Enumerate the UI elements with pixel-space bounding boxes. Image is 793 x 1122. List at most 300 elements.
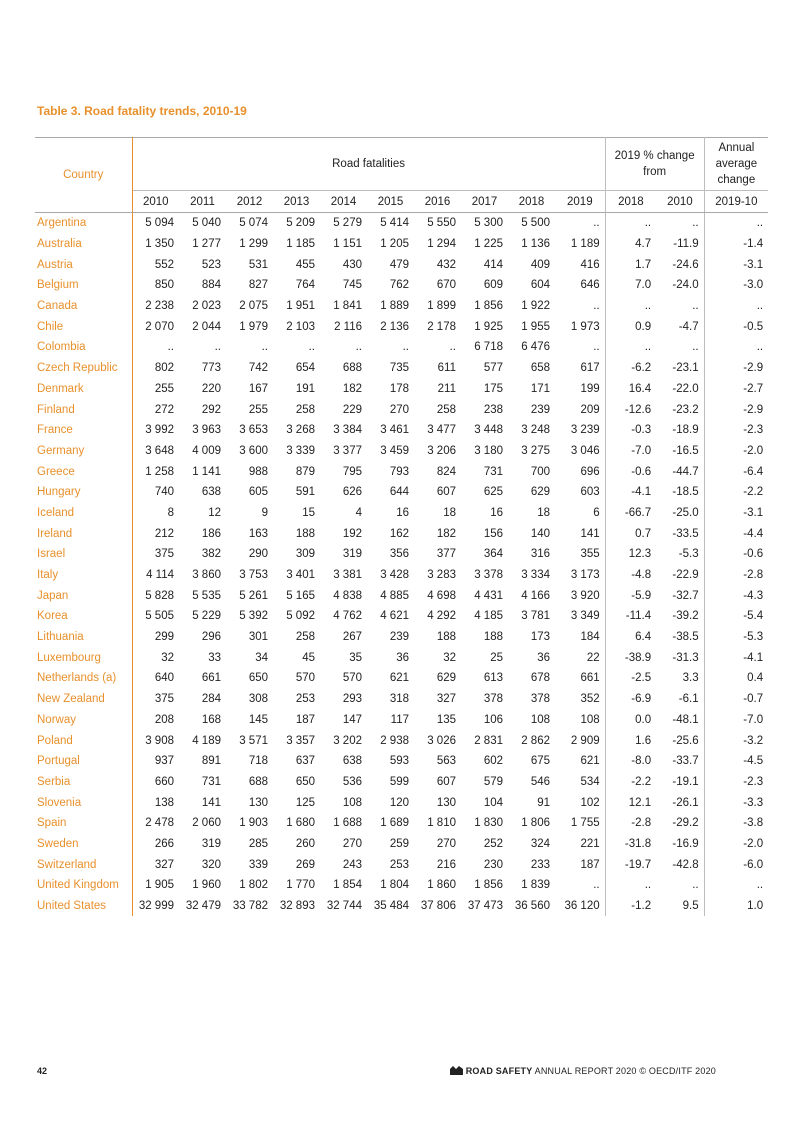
table-row — [35, 275, 768, 296]
pct-change-header — [605, 138, 704, 191]
pct-change-cell: -4.1 — [631, 486, 652, 499]
fatality-cell: 4 838 — [333, 589, 362, 602]
country-cell: Korea — [35, 606, 132, 627]
annual-change-cell: 0.4 — [747, 672, 764, 685]
fatality-cell: 591 — [295, 486, 315, 499]
footer-report-bold: ROAD SAFETY — [465, 1066, 533, 1076]
fatality-cell: .. — [449, 341, 456, 354]
fatality-cell: 414 — [483, 258, 503, 271]
fatality-cell: 37 473 — [467, 900, 503, 913]
pct-change-cell: -66.7 — [624, 506, 652, 519]
fatality-cell: 25 — [490, 651, 503, 664]
fatality-cell: 230 — [483, 858, 503, 871]
table-row — [35, 772, 768, 793]
fatality-cell: 130 — [248, 796, 268, 809]
fatality-cell: 742 — [248, 362, 268, 375]
fatality-cell: 260 — [295, 837, 315, 850]
fatality-cell: 2 070 — [145, 320, 174, 333]
fatality-cell: 593 — [389, 755, 409, 768]
fatality-cell: 688 — [342, 362, 362, 375]
fatality-cell: 293 — [342, 693, 362, 706]
fatality-cell: 884 — [201, 279, 221, 292]
fatality-cell: 4 — [355, 506, 362, 519]
fatality-cell: 167 — [248, 382, 268, 395]
fatality-cell: 745 — [342, 279, 362, 292]
fatality-cell: 125 — [295, 796, 315, 809]
table-row — [35, 606, 768, 627]
annual-change-cell: -3.1 — [743, 506, 764, 519]
fatality-cell: 285 — [248, 837, 268, 850]
table-row — [35, 585, 768, 606]
country-cell: Greece — [35, 461, 132, 482]
country-cell: Switzerland — [35, 854, 132, 875]
fatality-cell: 255 — [154, 382, 174, 395]
fatality-cell: 6 — [555, 503, 605, 524]
fatality-cell: 1 258 — [145, 465, 174, 478]
fatality-cell: 416 — [555, 254, 605, 275]
annual-change-header — [704, 138, 768, 191]
fatality-cell: 220 — [201, 382, 221, 395]
fatality-cell: 1 350 — [145, 238, 174, 251]
country-cell: Finland — [35, 399, 132, 420]
fatality-cell: 1 770 — [286, 879, 315, 892]
fatality-cell: 1 804 — [380, 879, 409, 892]
table-row — [35, 213, 768, 234]
fatality-cell: 375 — [154, 548, 174, 561]
footer-report-rest: ANNUAL REPORT 2020 © OECD/ITF 2020 — [534, 1066, 716, 1076]
subheader-row — [35, 191, 768, 213]
table-row — [35, 834, 768, 855]
fatality-cell: 3 648 — [145, 444, 174, 457]
fatality-cell: 764 — [295, 279, 315, 292]
fatality-cell: 163 — [248, 527, 268, 540]
pct-change-cell: 0.0 — [635, 713, 652, 726]
fatality-cell: 382 — [201, 548, 221, 561]
fatality-cell: 602 — [483, 755, 503, 768]
fatality-cell: 188 — [483, 631, 503, 644]
fatality-cell: 2 044 — [192, 320, 221, 333]
fatality-cell: 22 — [555, 647, 605, 668]
fatality-cell: 3 381 — [333, 569, 362, 582]
fatality-cell: 18 — [537, 506, 550, 519]
year-header: 2011 — [179, 191, 226, 213]
pct-change-cell: -38.5 — [656, 627, 704, 648]
fatality-cell: 162 — [389, 527, 409, 540]
change-from-header: 2010 — [656, 191, 704, 213]
fatality-cell: 1 856 — [474, 879, 503, 892]
fatality-cell: 16 — [490, 506, 503, 519]
fatality-cell: 3 239 — [555, 420, 605, 441]
fatality-cell: 5 040 — [192, 217, 221, 230]
fatality-cell: 130 — [436, 796, 456, 809]
table-row — [35, 254, 768, 275]
fatality-cell: 102 — [555, 792, 605, 813]
table-body — [35, 213, 768, 917]
fatality-cell: 2 075 — [239, 300, 268, 313]
fatality-cell: 617 — [555, 358, 605, 379]
fatality-cell: 577 — [483, 362, 503, 375]
fatality-cell: 3 781 — [521, 610, 550, 623]
fatality-cell: 678 — [530, 672, 550, 685]
fatality-cell: 988 — [248, 465, 268, 478]
country-cell: Japan — [35, 585, 132, 606]
fatality-cell: 455 — [295, 258, 315, 271]
fatality-cell: 827 — [248, 279, 268, 292]
fatality-cell: 2 831 — [474, 734, 503, 747]
itf-logo-icon — [450, 1066, 463, 1075]
table-row — [35, 461, 768, 482]
fatality-cell: .. — [402, 341, 409, 354]
pct-change-cell: -6.1 — [656, 689, 704, 710]
pct-change-cell: 12.1 — [628, 796, 652, 809]
fatality-cell: 1 951 — [286, 300, 315, 313]
annual-change-cell: -2.9 — [743, 403, 764, 416]
pct-change-cell: -23.1 — [656, 358, 704, 379]
fatality-cell: 5 414 — [380, 217, 409, 230]
pct-change-cell: .. — [644, 217, 652, 230]
fatality-cell: 182 — [342, 382, 362, 395]
fatality-cell: 1 856 — [474, 300, 503, 313]
fatality-cell: 3 992 — [145, 424, 174, 437]
fatality-cell: 1 925 — [474, 320, 503, 333]
fatality-cell: 611 — [437, 362, 456, 375]
country-cell: Hungary — [35, 482, 132, 503]
fatality-cell: 1 802 — [239, 879, 268, 892]
country-cell: Colombia — [35, 337, 132, 358]
annual-change-cell: -6.4 — [743, 465, 764, 478]
fatality-cell: 1 225 — [474, 238, 503, 251]
annual-change-cell: -2.0 — [743, 444, 764, 457]
fatality-cell: 432 — [436, 258, 456, 271]
pct-change-cell: 16.4 — [628, 382, 652, 395]
fatality-cell: 141 — [201, 796, 221, 809]
fatality-cell: .. — [214, 341, 221, 354]
fatality-cell: 773 — [201, 362, 221, 375]
fatality-cell: 4 698 — [427, 589, 456, 602]
fatality-cell: 221 — [555, 834, 605, 855]
fatality-cell: 650 — [248, 672, 268, 685]
fatality-cell: 145 — [248, 713, 268, 726]
pct-change-cell: -24.6 — [656, 254, 704, 275]
annual-change-cell: -0.6 — [743, 548, 764, 561]
fatality-cell: 3 268 — [286, 424, 315, 437]
table-row — [35, 689, 768, 710]
fatality-cell: 670 — [436, 279, 456, 292]
fatality-cell: 238 — [483, 403, 503, 416]
pct-change-cell: -1.2 — [631, 900, 652, 913]
fatality-cell: 5 500 — [521, 217, 550, 230]
year-header: 2012 — [226, 191, 273, 213]
pct-change-cell: -4.7 — [656, 316, 704, 337]
fatality-cell: 37 806 — [420, 900, 456, 913]
fatality-cell: 35 — [349, 651, 362, 664]
fatality-cell: 1 189 — [555, 234, 605, 255]
fatality-cell: 259 — [389, 837, 409, 850]
fatality-cell: 613 — [483, 672, 503, 685]
fatality-cell: 629 — [436, 672, 456, 685]
table-row — [35, 337, 768, 358]
fatality-cell: .. — [167, 341, 174, 354]
fatality-cell: 1 136 — [521, 238, 550, 251]
annual-change-cell: -3.8 — [743, 817, 764, 830]
pct-change-cell: -18.5 — [656, 482, 704, 503]
pct-change-cell: -6.2 — [631, 362, 652, 375]
fatality-cell: 5 300 — [474, 217, 503, 230]
fatality-cell: 3 357 — [286, 734, 315, 747]
pct-change-cell: 1.6 — [635, 734, 652, 747]
fatality-cell: 5 165 — [286, 589, 315, 602]
fatality-cell: 327 — [436, 693, 456, 706]
fatality-cell: 5 828 — [145, 589, 174, 602]
fatality-cell: 267 — [342, 631, 362, 644]
fatality-cell: 4 292 — [427, 610, 456, 623]
pct-change-cell: 6.4 — [635, 631, 652, 644]
fatality-cell: 233 — [530, 858, 550, 871]
fatality-cell: 270 — [389, 403, 409, 416]
fatality-cell: 1 903 — [239, 817, 268, 830]
fatality-cell: 1 979 — [239, 320, 268, 333]
fatality-cell: 621 — [389, 672, 409, 685]
annual-change-cell: .. — [756, 300, 764, 313]
fatality-cell: 660 — [154, 775, 174, 788]
fatality-cell: 216 — [436, 858, 456, 871]
fatality-cell: 546 — [530, 775, 550, 788]
fatality-cell: 2 103 — [286, 320, 315, 333]
fatality-cell: 646 — [555, 275, 605, 296]
fatality-cell: 208 — [154, 713, 174, 726]
road-fatalities-header: Road fatalities — [132, 138, 605, 191]
fatality-cell: 34 — [255, 651, 268, 664]
fatality-cell: 106 — [483, 713, 503, 726]
table-row — [35, 379, 768, 400]
annual-change-cell: -4.5 — [743, 755, 764, 768]
fatality-cell: 229 — [342, 403, 362, 416]
annual-change-cell: -2.7 — [743, 382, 764, 395]
fatality-cell: 1 688 — [333, 817, 362, 830]
fatality-cell: 32 893 — [279, 900, 315, 913]
fatality-cell: 409 — [530, 258, 550, 271]
fatality-cell: 5 229 — [192, 610, 221, 623]
fatality-cell: 1 973 — [555, 316, 605, 337]
annual-change-cell: -2.3 — [743, 775, 764, 788]
fatality-cell: 638 — [201, 486, 221, 499]
pct-change-cell: .. — [644, 879, 652, 892]
fatality-cell: 4 885 — [380, 589, 409, 602]
fatality-cell: 3 339 — [286, 444, 315, 457]
fatality-cell: 9 — [261, 506, 268, 519]
pct-change-cell: -33.7 — [656, 751, 704, 772]
pct-change-cell: 7.0 — [635, 279, 652, 292]
fatality-cell: 1 806 — [521, 817, 550, 830]
table-row — [35, 441, 768, 462]
fatality-cell: 32 — [443, 651, 456, 664]
fatality-cell: 650 — [295, 775, 315, 788]
fatality-cell: 3 461 — [380, 424, 409, 437]
fatality-cell: 1 205 — [380, 238, 409, 251]
fatality-cell: 661 — [555, 668, 605, 689]
fatality-cell: 327 — [154, 858, 174, 871]
table-row — [35, 316, 768, 337]
pct-change-cell: -31.8 — [624, 837, 652, 850]
pct-change-cell: -31.3 — [656, 647, 704, 668]
fatality-cell: 91 — [537, 796, 550, 809]
fatality-cell: 640 — [154, 672, 174, 685]
page-number: 42 — [37, 1066, 48, 1076]
fatality-cell: .. — [261, 341, 268, 354]
fatality-cell: 3 026 — [427, 734, 456, 747]
annual-change-cell: .. — [756, 879, 764, 892]
fatality-cell: 2 116 — [334, 320, 362, 333]
fatality-cell: 2 060 — [192, 817, 221, 830]
fatality-cell: .. — [555, 337, 605, 358]
fatality-cell: 296 — [201, 631, 221, 644]
fatality-cell: 479 — [389, 258, 409, 271]
pct-change-cell: -11.4 — [625, 610, 652, 623]
fatality-cell: 625 — [483, 486, 503, 499]
fatality-cell: 3 334 — [521, 569, 550, 582]
year-header: 2015 — [367, 191, 414, 213]
fatality-cell: 33 782 — [232, 900, 268, 913]
fatality-cell: 696 — [555, 461, 605, 482]
country-cell: Austria — [35, 254, 132, 275]
fatality-cell: 120 — [389, 796, 409, 809]
pct-change-cell: 0.7 — [635, 527, 652, 540]
fatality-cell: 239 — [389, 631, 409, 644]
fatality-cell: 629 — [530, 486, 550, 499]
country-cell: Chile — [35, 316, 132, 337]
fatality-cell: 4 114 — [146, 569, 174, 582]
fatality-cell: 3 571 — [239, 734, 268, 747]
pct-change-cell: -12.6 — [624, 403, 652, 416]
fatality-cell: 3 459 — [380, 444, 409, 457]
pct-change-cell: .. — [656, 875, 704, 896]
fatality-cell: 252 — [483, 837, 503, 850]
fatality-cell: 626 — [342, 486, 362, 499]
fatality-cell: 108 — [555, 710, 605, 731]
fatality-cell: 5 279 — [333, 217, 362, 230]
fatality-cell: 320 — [201, 858, 221, 871]
fatality-cell: .. — [555, 875, 605, 896]
fatality-cell: 243 — [342, 858, 362, 871]
country-header: Country — [35, 138, 132, 213]
pct-change-cell: -5.3 — [656, 544, 704, 565]
fatality-cell: 308 — [248, 693, 268, 706]
table-row — [35, 523, 768, 544]
fatality-cell: 253 — [295, 693, 315, 706]
fatality-cell: 5 535 — [192, 589, 221, 602]
fatality-cell: 1 294 — [427, 238, 456, 251]
fatality-cell: 16 — [396, 506, 409, 519]
annual-change-cell: -6.0 — [743, 858, 764, 871]
fatality-cell: 284 — [201, 693, 221, 706]
fatality-cell: 731 — [201, 775, 221, 788]
table-row — [35, 813, 768, 834]
fatality-cell: 3 349 — [555, 606, 605, 627]
fatality-cell: 299 — [154, 631, 174, 644]
fatality-cell: 8 — [167, 506, 174, 519]
fatality-cell: 377 — [436, 548, 456, 561]
fatality-cell: 3 378 — [474, 569, 503, 582]
fatality-cell: 6 476 — [521, 341, 550, 354]
fatality-cell: 18 — [443, 506, 456, 519]
fatality-cell: 531 — [248, 258, 268, 271]
fatality-cell: 570 — [342, 672, 362, 685]
pct-change-cell: -44.7 — [656, 461, 704, 482]
fatality-cell: 762 — [389, 279, 409, 292]
annual-change-cell: -2.9 — [743, 362, 764, 375]
fatality-cell: 2 862 — [521, 734, 550, 747]
fatality-cell: 3 248 — [521, 424, 550, 437]
fatality-cell: 718 — [248, 755, 268, 768]
fatality-cell: 604 — [530, 279, 550, 292]
pct-change-cell: -48.1 — [656, 710, 704, 731]
annual-change-cell: -3.0 — [743, 279, 764, 292]
fatality-cell: 173 — [530, 631, 550, 644]
fatality-cell: 5 261 — [239, 589, 268, 602]
pct-change-cell: -5.9 — [631, 589, 652, 602]
country-cell: Germany — [35, 441, 132, 462]
fatality-cell: 364 — [483, 548, 503, 561]
fatality-cell: 2 023 — [192, 300, 221, 313]
fatality-cell: 108 — [530, 713, 550, 726]
fatality-cell: 1 955 — [521, 320, 550, 333]
country-cell: Argentina — [35, 213, 132, 234]
fatality-cell: 209 — [555, 399, 605, 420]
annual-change-cell: -1.4 — [743, 238, 764, 251]
pct-change-cell: -24.0 — [656, 275, 704, 296]
fatality-cell: 5 209 — [286, 217, 315, 230]
pct-change-cell: .. — [644, 300, 652, 313]
fatality-cell: 579 — [483, 775, 503, 788]
pct-change-cell: -32.7 — [656, 585, 704, 606]
pct-change-cell: -2.5 — [631, 672, 652, 685]
fatality-cell: 15 — [302, 506, 315, 519]
pct-change-cell: -22.0 — [656, 379, 704, 400]
fatality-cell: 740 — [154, 486, 174, 499]
fatality-cell: 32 999 — [138, 900, 174, 913]
year-header: 2013 — [273, 191, 320, 213]
fatality-cell: 3 860 — [192, 569, 221, 582]
pct-change-cell: -22.9 — [656, 565, 704, 586]
fatality-cell: 199 — [555, 379, 605, 400]
fatality-cell: 3 428 — [380, 569, 409, 582]
fatality-cell: 45 — [302, 651, 315, 664]
fatality-cell: 1 905 — [145, 879, 174, 892]
fatality-cell: 135 — [436, 713, 456, 726]
fatality-cell: 3 377 — [333, 444, 362, 457]
table-row — [35, 544, 768, 565]
fatality-cell: 1 689 — [380, 817, 409, 830]
fatality-cell: 1 830 — [474, 817, 503, 830]
fatality-cell: 3 180 — [474, 444, 503, 457]
fatality-cell: 211 — [437, 382, 456, 395]
table-row — [35, 482, 768, 503]
pct-change-cell: -42.8 — [656, 854, 704, 875]
fatality-cell: 104 — [483, 796, 503, 809]
fatality-cell: 3 283 — [427, 569, 456, 582]
fatality-cell: 1 960 — [192, 879, 221, 892]
fatality-cell: 2 909 — [555, 730, 605, 751]
fatality-cell: 178 — [389, 382, 409, 395]
fatality-cell: 36 — [396, 651, 409, 664]
fatality-cell: 5 094 — [145, 217, 174, 230]
country-cell: Norway — [35, 710, 132, 731]
year-header: 2017 — [461, 191, 508, 213]
fatality-cell: 352 — [555, 689, 605, 710]
year-header: 2019 — [555, 191, 605, 213]
fatality-cell: 292 — [201, 403, 221, 416]
fatality-cell: 3 653 — [239, 424, 268, 437]
